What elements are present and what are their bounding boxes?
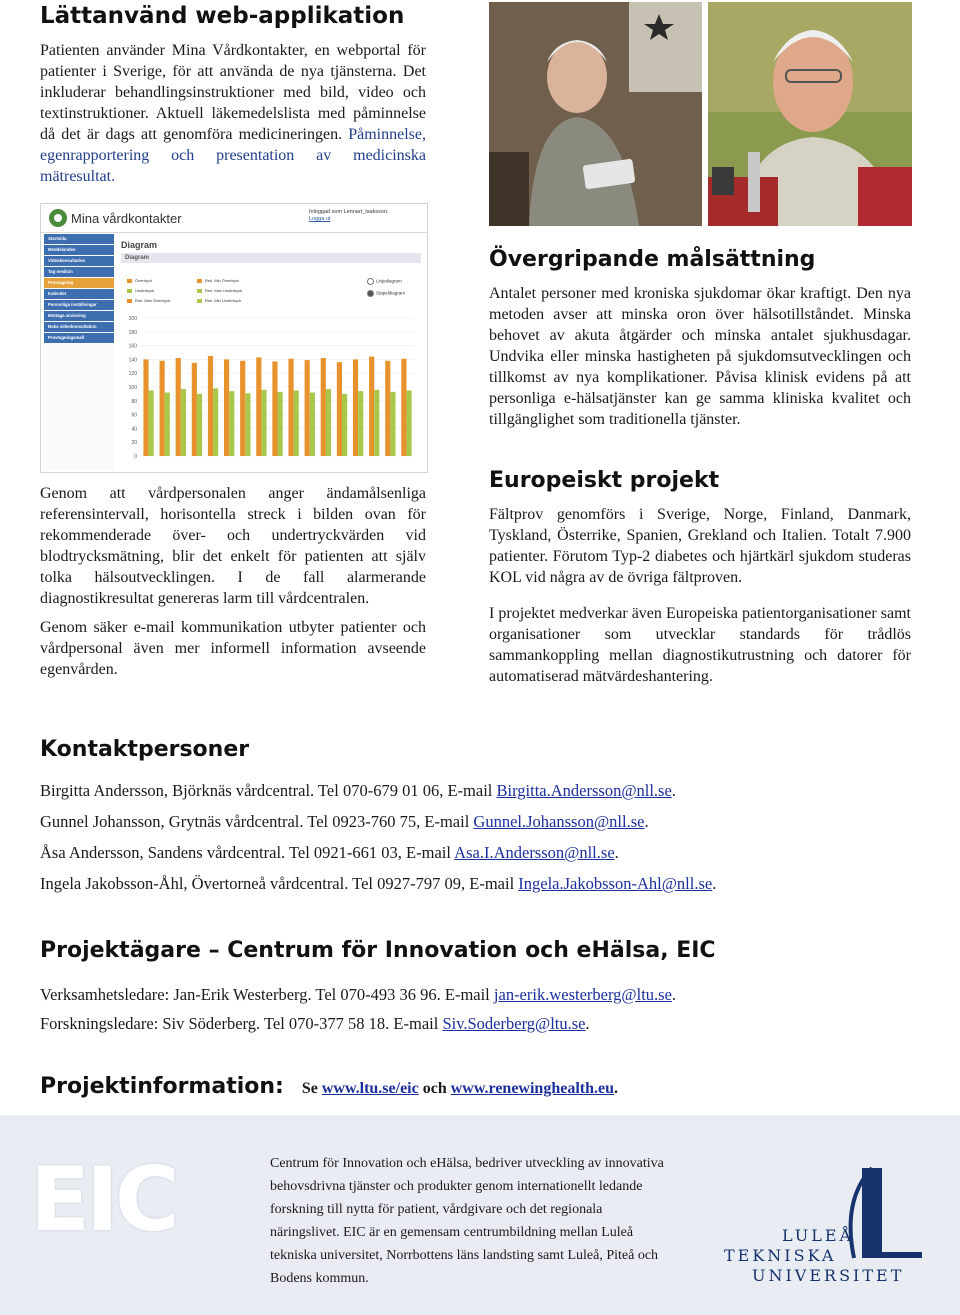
y-tick-label: 200 bbox=[128, 316, 137, 322]
bar-undertryck bbox=[310, 393, 315, 456]
y-tick-label: 60 bbox=[131, 412, 137, 419]
bar-undertryck bbox=[342, 394, 347, 456]
bar-overtryck bbox=[208, 356, 213, 456]
login-info bbox=[309, 209, 389, 223]
legend-rec-max-over: Rek. Max Övertryck bbox=[127, 298, 170, 303]
legend-under: Undertryck bbox=[127, 288, 154, 293]
bar-overtryck bbox=[256, 357, 261, 456]
login-label: Inloggad som Lennart_Isaksson. bbox=[309, 209, 389, 215]
bar-undertryck bbox=[294, 390, 299, 456]
panel-subheading: Diagram bbox=[121, 253, 421, 263]
heading-project-info: Projektinformation: bbox=[40, 1074, 284, 1099]
info-prefix: Se bbox=[301, 1080, 318, 1097]
sidebar-item[interactable]: Mottaga anvisning bbox=[44, 311, 114, 321]
bar-overtryck bbox=[369, 357, 374, 456]
diagram-panel bbox=[117, 234, 425, 470]
bar-overtryck bbox=[192, 363, 197, 456]
bar-undertryck bbox=[165, 393, 170, 456]
info-end: . bbox=[613, 1080, 618, 1097]
sidebar-item[interactable]: Tag medicin bbox=[44, 267, 114, 277]
app-screenshot bbox=[40, 203, 428, 473]
logout-link[interactable]: Logga ut bbox=[309, 216, 331, 222]
y-tick-label: 120 bbox=[128, 371, 137, 378]
bar-overtryck bbox=[176, 358, 181, 456]
sidebar-item[interactable]: Personliga inställningar bbox=[44, 300, 114, 310]
sidebar-item[interactable]: Kalender bbox=[44, 289, 114, 299]
bar-undertryck bbox=[406, 390, 411, 456]
app-header bbox=[41, 204, 427, 233]
email-link[interactable]: Ingela.Jakobsson-Ahl@nll.se bbox=[518, 874, 713, 893]
bar-overtryck bbox=[160, 361, 165, 456]
project-info bbox=[40, 1074, 618, 1099]
bar-overtryck bbox=[288, 359, 293, 456]
sidebar-item[interactable]: Boka videokonsultation bbox=[44, 322, 114, 332]
bar-undertryck bbox=[326, 389, 331, 456]
bar-undertryck bbox=[358, 391, 363, 456]
intro-text: Patienten använder Mina Vårdkontakter, en webportal för patienter i Sverige, för att använda de nya tjänsterna. Det inkluderar behandlingsinstruktioner med bild, video och textinstruktioner. Aktuell läkemedelslista med påminnelse då det är dags att genomföra medicineringen. bbox=[40, 42, 426, 143]
bar-overtryck bbox=[143, 359, 148, 456]
email-link[interactable]: Siv.Soderberg@ltu.se bbox=[442, 1014, 586, 1033]
ltu-line-3: UNIVERSITET bbox=[752, 1266, 905, 1285]
ltu-line-2: TEKNISKA bbox=[724, 1246, 837, 1265]
contact-row-1: Birgitta Andersson, Björknäs vårdcentral. Tel 070-679 01 06, E-mail Birgitta.Andersson@nll.se. bbox=[40, 781, 676, 800]
ltu-line-1: LULEÅ bbox=[782, 1226, 855, 1245]
contact-row-4: Ingela Jakobsson-Åhl, Övertorneå vårdcentral. Tel 0927-797 09, E-mail Ingela.Jakobsson-Ahl@nll.se. bbox=[40, 874, 717, 893]
intro-text-blue: Påminnelse, egenrapportering och presentation av medicinska mätresultat. bbox=[40, 126, 426, 185]
email-link[interactable]: jan-erik.westerberg@ltu.se bbox=[493, 985, 672, 1004]
photo-man-device bbox=[489, 2, 702, 226]
photo-man-outdoor-image bbox=[708, 2, 912, 226]
sidebar-item[interactable]: Startsida bbox=[44, 234, 114, 244]
bar-undertryck bbox=[374, 390, 379, 456]
email-link[interactable]: Asa.I.Andersson@nll.se bbox=[454, 843, 615, 862]
y-tick-label: 40 bbox=[131, 426, 137, 433]
owner-row-2: Forskningsledare: Siv Söderberg. Tel 070-377 58 18. E-mail Siv.Soderberg@ltu.se. bbox=[40, 1014, 590, 1033]
bar-undertryck bbox=[261, 390, 266, 456]
photo-man-device-image bbox=[489, 2, 702, 226]
bar-undertryck bbox=[149, 390, 154, 456]
legend-over: Övertryck bbox=[127, 278, 152, 283]
heading-contacts: Kontaktpersoner bbox=[40, 737, 250, 762]
bar-undertryck bbox=[197, 394, 202, 456]
bar-overtryck bbox=[321, 358, 326, 456]
app-logo-icon bbox=[49, 209, 67, 227]
ltu-logo bbox=[722, 1160, 922, 1290]
goal-paragraph: Antalet personer med kroniska sjukdomar ökar kraftigt. Den nya metoden avser att minska oron över hälsotillståndet. Minska behovet av akuta åtgärder och minska antalet sjukhusdagar. Undvika eller minska hastigheten på sjukdomsutvecklingen och tillkomst av nya komplikationer. Påvisa klinisk evidens på att personliga e-hälsatjänster kan ge samma kliniska kvalitet och tillgänglighet som traditionella tjänster. bbox=[489, 285, 911, 428]
sidebar-item[interactable]: Provtagningsmall bbox=[44, 333, 114, 343]
bar-undertryck bbox=[245, 393, 250, 456]
photo-man-outdoor bbox=[708, 2, 912, 226]
legend-rec-min-under: Rek. Min Undertryck bbox=[197, 298, 241, 303]
email-link[interactable]: Birgitta.Andersson@nll.se bbox=[496, 781, 672, 800]
renewinghealth-link[interactable]: www.renewinghealth.eu bbox=[450, 1080, 614, 1097]
paragraph-reference: Genom att vårdpersonalen anger ändamålsenliga referensintervall, horisontella streck i bilden ovan för rekommenderade över- och undertryckvärden vid blodtrycksmätning, blir det enkelt för patienten att själv tolka hälsoutvecklingen. I de fall alarmerande diagnostikresultat genereras larm till vårdcentralen. bbox=[40, 485, 426, 607]
eu-paragraph-2: I projektet medverkar även Europeiska patientorganisationer samt organisationer som utvecklar standards för trådlös sammankoppling mellan diagnostikutrustning och datorer för automatiserad mätvärdeshantering. bbox=[489, 605, 911, 685]
bar-undertryck bbox=[213, 388, 218, 456]
y-tick-label: 160 bbox=[128, 343, 137, 350]
legend-rec-max-under: Rek. Max Undertryck bbox=[197, 288, 242, 293]
blood-pressure-chart bbox=[119, 314, 419, 464]
info-mid: och bbox=[422, 1080, 447, 1097]
email-link[interactable]: Gunnel.Johansson@nll.se bbox=[473, 812, 645, 831]
bar-overtryck bbox=[305, 360, 310, 456]
y-tick-label: 80 bbox=[131, 398, 137, 405]
heading-goal: Övergripande målsättning bbox=[489, 247, 816, 272]
bar-undertryck bbox=[181, 389, 186, 456]
ltu-eic-link[interactable]: www.ltu.se/eic bbox=[321, 1080, 419, 1097]
y-tick-label: 0 bbox=[134, 454, 137, 460]
bar-overtryck bbox=[240, 361, 245, 456]
eic-logo: EIC bbox=[30, 1148, 176, 1251]
contact-row-3: Åsa Andersson, Sandens vårdcentral. Tel 0921-661 03, E-mail Asa.I.Andersson@nll.se. bbox=[40, 843, 619, 862]
radio-line-chart[interactable]: Linjediagram bbox=[367, 278, 402, 285]
owner-row-1: Verksamhetsledare: Jan-Erik Westerberg. Tel 070-493 36 96. E-mail jan-erik.westerberg@ltu.se. bbox=[40, 985, 677, 1004]
bar-overtryck bbox=[272, 361, 277, 456]
bar-overtryck bbox=[385, 361, 390, 456]
app-sidebar bbox=[44, 234, 114, 470]
bar-undertryck bbox=[229, 391, 234, 456]
sidebar-item[interactable]: Meddelanden bbox=[44, 245, 114, 255]
app-title: Mina vårdkontakter bbox=[71, 211, 182, 226]
sidebar-item[interactable]: Provtagning bbox=[44, 278, 114, 288]
panel-heading: Diagram bbox=[121, 240, 158, 250]
y-tick-label: 140 bbox=[128, 357, 137, 364]
footer-description: Centrum för Innovation och eHälsa, bedriver utveckling av innovativa behovsdrivna tjänster och produkter genom internationellt ledande forskning till nytta för patient, vårdgivare och det regionala näringslivet. EIC är en gemensam centrumbildning mellan Luleå tekniska universitet, Norrbottens läns landsting samt Luleå, Piteå och Bodens kommun. bbox=[270, 1156, 664, 1286]
bar-undertryck bbox=[278, 392, 283, 456]
paragraph-email: Genom säker e-mail kommunikation utbyter patienter och vårdpersonal även mer informell information avseende egenvården. bbox=[40, 619, 426, 678]
legend-rec-min-over: Rek. Min Övertryck bbox=[197, 278, 239, 283]
bar-overtryck bbox=[224, 359, 229, 456]
intro-paragraph bbox=[40, 40, 426, 187]
bar-undertryck bbox=[390, 392, 395, 456]
heading-european-project: Europeiskt projekt bbox=[489, 468, 720, 493]
bar-overtryck bbox=[337, 362, 342, 456]
heading-web-app: Lättanvänd web-applikation bbox=[40, 3, 405, 29]
sidebar-item[interactable]: Videokonsultation bbox=[44, 256, 114, 266]
heading-project-owner: Projektägare – Centrum för Innovation och eHälsa, EIC bbox=[40, 938, 716, 963]
bar-overtryck bbox=[401, 359, 406, 456]
y-tick-label: 100 bbox=[128, 385, 137, 391]
contact-row-2: Gunnel Johansson, Grytnäs vårdcentral. Tel 0923-760 75, E-mail Gunnel.Johansson@nll.se. bbox=[40, 812, 649, 831]
eu-paragraph-1: Fältprov genomförs i Sverige, Norge, Finland, Danmark, Tyskland, Österrike, Spanien, Grekland och Italien. Totalt 7.900 patienter. Förutom Typ-2 diabetes och hjärtkärl sjukdom studeras KOL vid några av de övriga fältproven. bbox=[489, 506, 911, 586]
y-tick-label: 20 bbox=[131, 440, 137, 447]
y-tick-label: 180 bbox=[128, 329, 137, 336]
radio-bar-chart[interactable]: Stapeldiagram bbox=[367, 290, 405, 297]
bar-overtryck bbox=[353, 359, 358, 456]
